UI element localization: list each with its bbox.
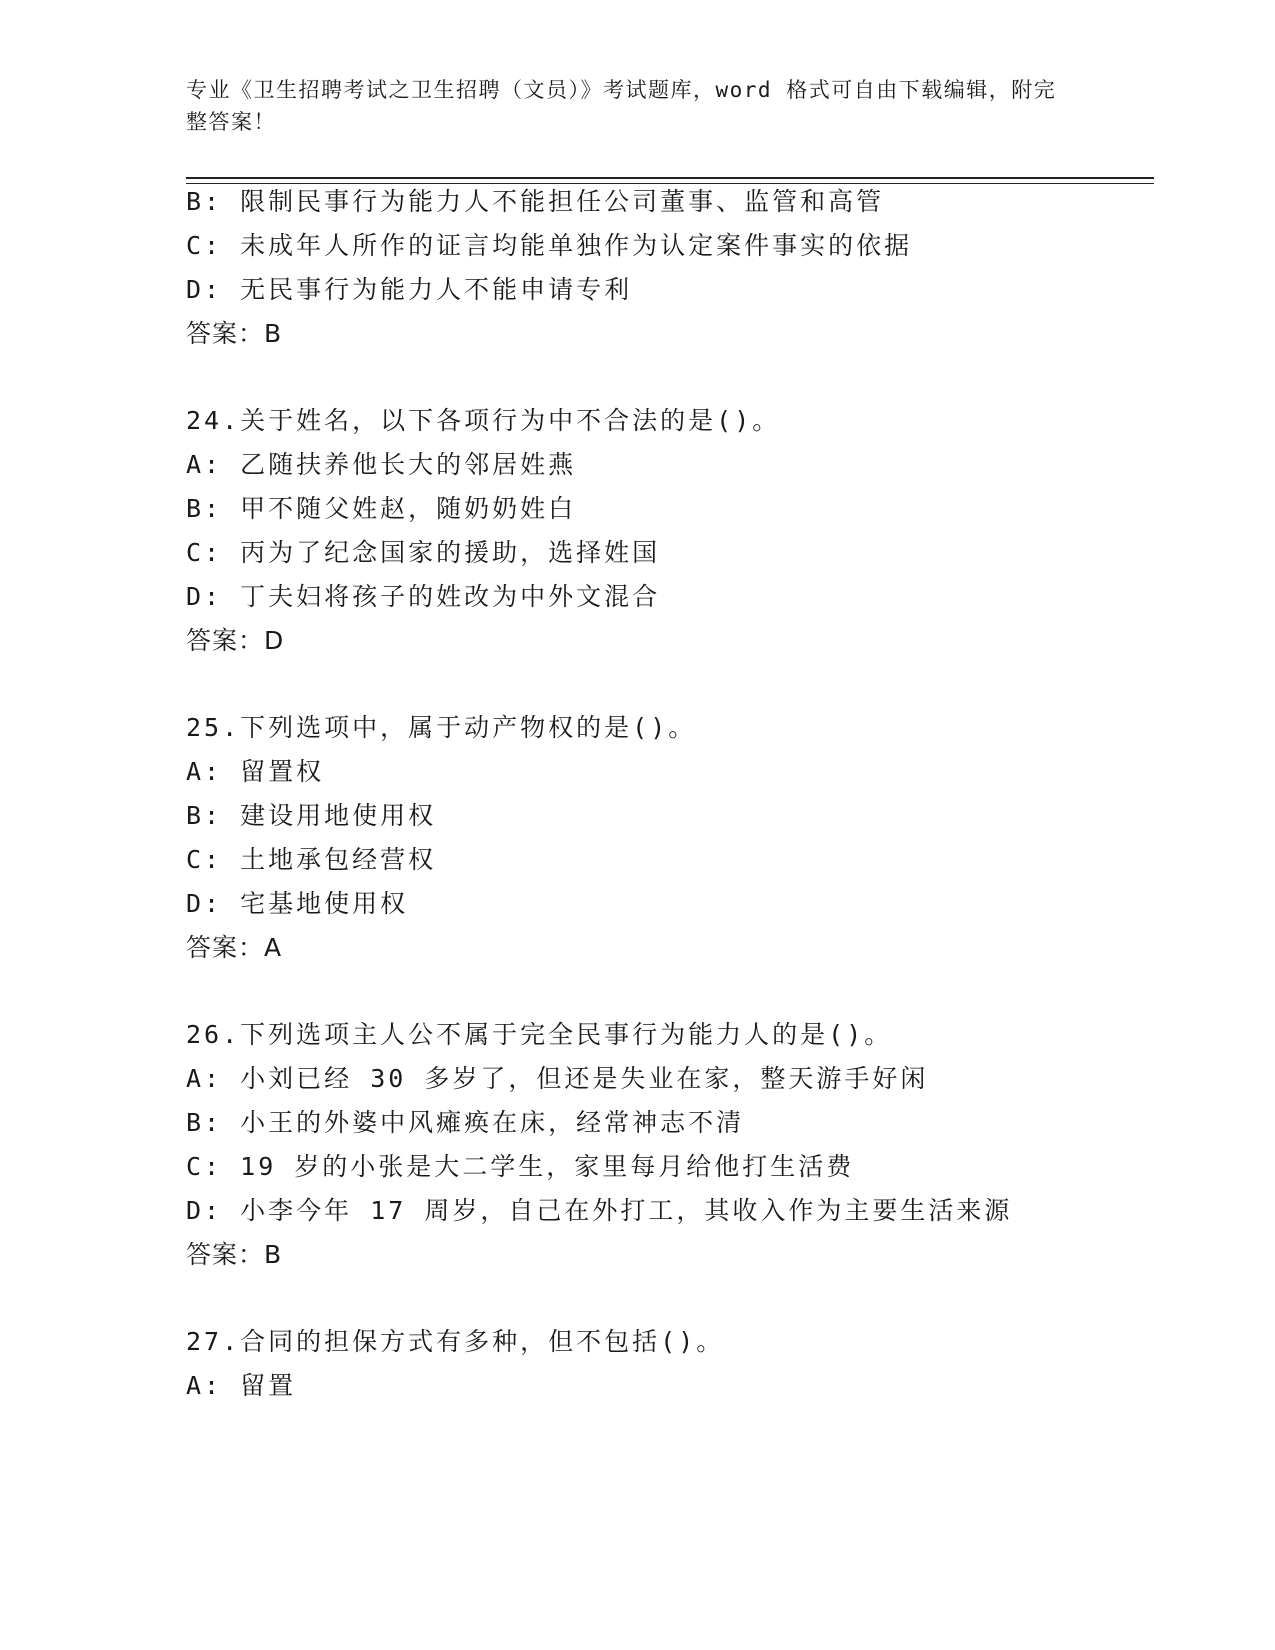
header-note: 专业《卫生招聘考试之卫生招聘（文员）》考试题库，word 格式可自由下载编辑，附完整答案！ bbox=[186, 78, 1057, 134]
q26-option-b: B: 小王的外婆中风瘫痪在床，经常神志不清 bbox=[186, 1108, 745, 1137]
q25-option-c: C: 土地承包经营权 bbox=[186, 845, 437, 874]
q25-stem: 25.下列选项中，属于动产物权的是()。 bbox=[186, 713, 697, 742]
q24-stem: 24.关于姓名，以下各项行为中不合法的是()。 bbox=[186, 406, 781, 435]
prev-option-c: C: 未成年人所作的证言均能单独作为认定案件事实的依据 bbox=[186, 231, 913, 260]
q24-option-c: C: 丙为了纪念国家的援助，选择姓国 bbox=[186, 538, 661, 567]
q27-stem: 27.合同的担保方式有多种，但不包括()。 bbox=[186, 1327, 725, 1356]
prev-option-d: D: 无民事行为能力人不能申请专利 bbox=[186, 275, 633, 304]
q26-answer: 答案：B bbox=[186, 1240, 283, 1269]
q24-option-a: A: 乙随扶养他长大的邻居姓燕 bbox=[186, 450, 577, 479]
q24-option-d: D: 丁夫妇将孩子的姓改为中外文混合 bbox=[186, 582, 661, 611]
q25-option-b: B: 建设用地使用权 bbox=[186, 801, 437, 830]
q25-option-d: D: 宅基地使用权 bbox=[186, 889, 409, 918]
q24-answer: 答案：D bbox=[186, 626, 285, 655]
q26-option-c: C: 19 岁的小张是大二学生，家里每月给他打生活费 bbox=[186, 1152, 855, 1181]
prev-answer: 答案：B bbox=[186, 319, 283, 348]
q26-option-d: D: 小李今年 17 周岁，自己在外打工，其收入作为主要生活来源 bbox=[186, 1196, 1013, 1225]
q27-option-a: A: 留置 bbox=[186, 1371, 297, 1400]
q25-answer: 答案：A bbox=[186, 933, 283, 962]
prev-option-b: B: 限制民事行为能力人不能担任公司董事、监管和高管 bbox=[186, 187, 885, 216]
header-divider-thick bbox=[186, 177, 1154, 179]
q25-option-a: A: 留置权 bbox=[186, 757, 325, 786]
q24-option-b: B: 甲不随父姓赵，随奶奶姓白 bbox=[186, 494, 577, 523]
header-divider-thin bbox=[186, 183, 1154, 184]
q26-option-a: A: 小刘已经 30 多岁了，但还是失业在家，整天游手好闲 bbox=[186, 1064, 929, 1093]
q26-stem: 26.下列选项主人公不属于完全民事行为能力人的是()。 bbox=[186, 1020, 893, 1049]
